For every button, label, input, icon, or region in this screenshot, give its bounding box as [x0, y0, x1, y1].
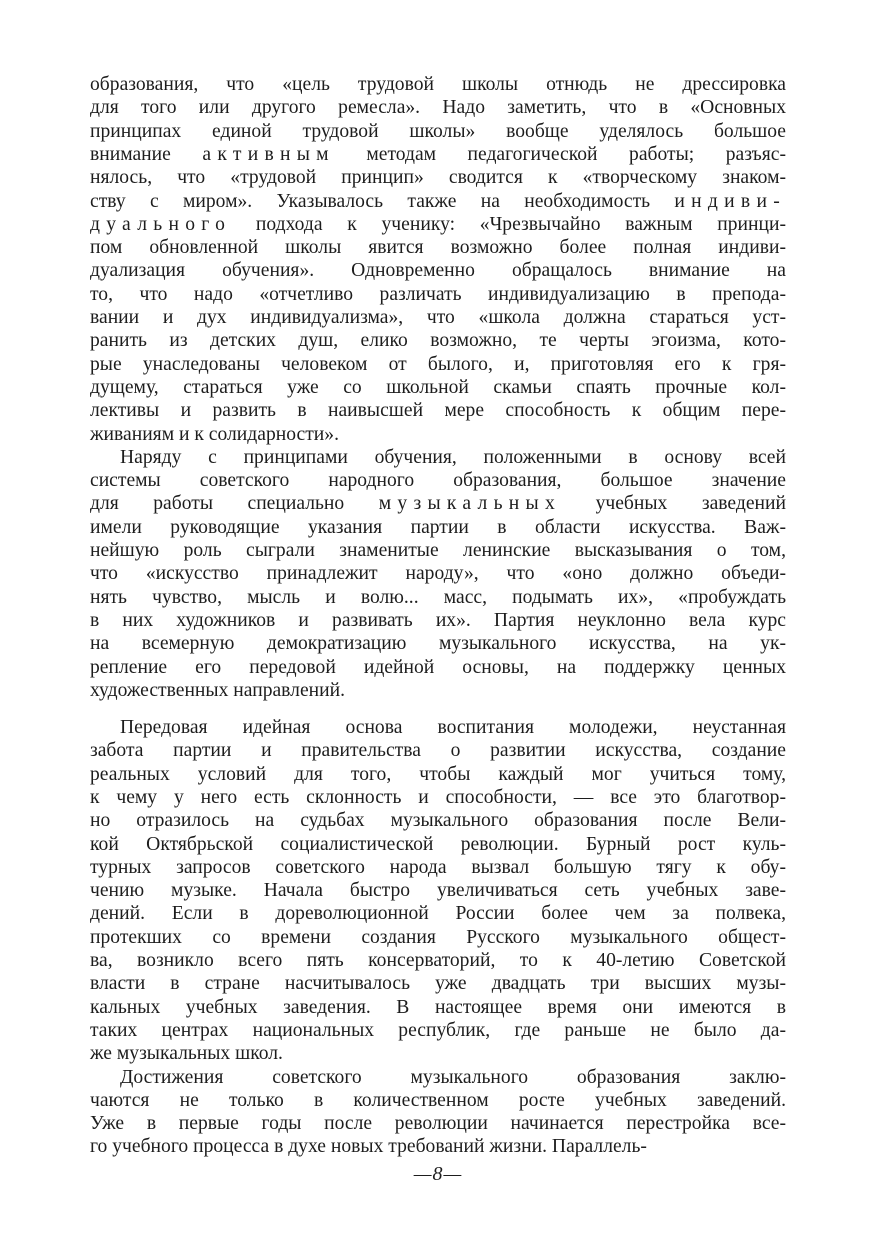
text-line: к чему у него есть склонность и способности, — все это благотвор-	[90, 786, 786, 808]
text-segment: подхода к ученику: «Чрезвычайно важным принци-	[231, 213, 786, 235]
text-line: забота партии и правительства о развитии искусства, создание	[90, 740, 786, 762]
text-line	[90, 190, 786, 213]
text-line: чению музыке. Начала быстро увеличиваться сеть учебных заве-	[90, 880, 786, 902]
text-line: лективы и развить в наивысшей мере способность к общим пере-	[90, 400, 786, 422]
text-line	[90, 492, 786, 515]
spaced-emphasis: индиви-	[674, 190, 786, 212]
text-line: Уже в первые годы после революции начинается перестройка все-	[90, 1113, 786, 1135]
text-line: таких центрах национальных республик, где раньше не было да-	[90, 1019, 786, 1041]
text-line: протекших со времени создания Русского музыкального общест-	[90, 926, 786, 948]
text-line: системы советского народного образования, большое значение	[90, 470, 786, 492]
text-line	[90, 213, 786, 236]
text-line: дений. Если в дореволюционной России более чем за полвека,	[90, 903, 786, 925]
page-number: —8—	[413, 1163, 463, 1185]
spaced-emphasis: дуального	[90, 213, 232, 235]
text-line: реальных условий для того, чтобы каждый мог учиться тому,	[90, 763, 786, 785]
text-line: для того или другого ремесла». Надо заметить, что в «Основных	[90, 97, 786, 119]
text-line: нять чувство, мысль и волю... масс, подымать их», «пробуждать	[90, 586, 786, 608]
text-line: го учебного процесса в духе новых требований жизни. Параллель-	[90, 1136, 647, 1158]
text-line: живаниям и к солидарности».	[90, 423, 339, 445]
text-line	[90, 143, 786, 166]
text-line: пом обновленной школы явится возможно более полная индиви-	[90, 237, 786, 259]
text-line: же музыкальных школ.	[90, 1043, 283, 1065]
text-line: ранить из детских душ, елико возможно, те черты эгоизма, кото-	[90, 330, 786, 352]
text-line: кой Октябрьской социалистической революции. Бурный рост куль-	[90, 833, 786, 855]
text-line: кальных учебных заведения. В настоящее время они имеются в	[90, 996, 786, 1018]
text-line: принципах единой трудовой школы» вообще уделялось большое	[90, 120, 786, 142]
text-line: чаются не только в количественном росте учебных заведений.	[90, 1089, 786, 1111]
text-line: дуализация обучения». Одновременно обращалось внимание на	[90, 260, 786, 282]
text-segment: ству с миром». Указывалось также на необходимость	[90, 190, 675, 212]
text-segment: методам педагогической работы; разъяс-	[334, 143, 786, 165]
text-line: Наряду с принципами обучения, положенными в основу всей	[120, 446, 786, 468]
spaced-emphasis: активным	[202, 143, 335, 165]
text-line: что «искусство принадлежит народу», что «оно должно объеди-	[90, 563, 786, 585]
text-line: в них художников и развивать их». Партия неуклонно вела курс	[90, 609, 786, 631]
text-line: имели руководящие указания партии в области искусства. Важ-	[90, 516, 786, 538]
text-line: ва, возникло всего пять консерваторий, то к 40-летию Советской	[90, 950, 786, 971]
text-line: турных запросов советского народа вызвал большую тягу к обу-	[90, 856, 786, 878]
text-line: на всемерную демократизацию музыкального искусства, на ук-	[90, 633, 786, 655]
text-segment: для работы специально	[90, 493, 379, 515]
text-line: то, что надо «отчетливо различать индивидуализацию в препода-	[90, 283, 786, 305]
text-line: репление его передовой идейной основы, на поддержку ценных	[90, 656, 786, 678]
text-line: Передовая идейная основа воспитания молодежи, неустанная	[120, 717, 786, 738]
text-line: власти в стране насчитывалось уже двадцать три высших музы-	[90, 973, 786, 995]
text-line: нялось, что «трудовой принцип» сводится к «творческому знаком-	[90, 167, 786, 189]
text-line: рые унаследованы человеком от былого, и, приготовляя его к гря-	[90, 353, 786, 375]
text-line: дущему, стараться уже со школьной скамьи спаять прочные кол-	[90, 376, 786, 398]
spaced-emphasis: музыкальных	[378, 493, 562, 515]
text-line: Достижения советского музыкального образования заклю-	[120, 1066, 786, 1088]
text-line: но отразилось на судьбах музыкального образования после Вели-	[90, 810, 786, 832]
text-segment: внимание	[90, 143, 203, 165]
text-line: художественных направлений.	[90, 679, 346, 701]
text-line: нейшую роль сыграли знаменитые ленинские высказывания о том,	[90, 540, 786, 561]
text-line: образования, что «цель трудовой школы отнюдь не дрессировка	[90, 74, 786, 95]
text-segment: учебных заведений	[561, 493, 786, 515]
text-line: вании и дух индивидуализма», что «школа должна стараться уст-	[90, 307, 786, 328]
